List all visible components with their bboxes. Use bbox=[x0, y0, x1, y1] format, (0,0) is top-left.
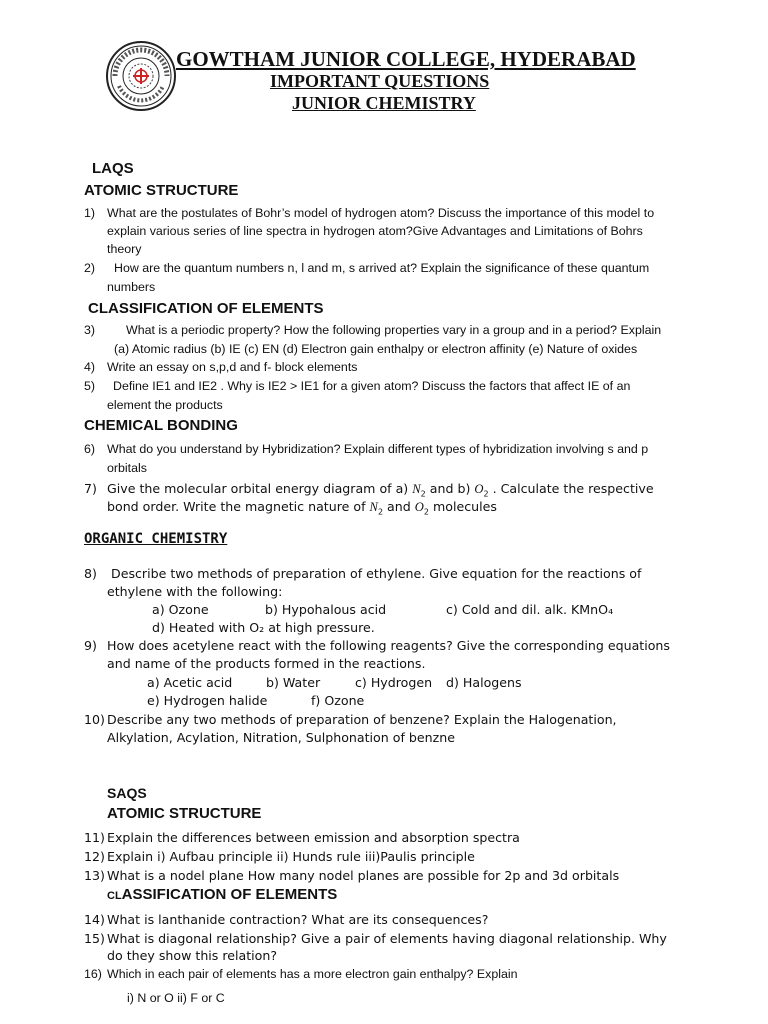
saqs-label: SAQS bbox=[107, 785, 147, 801]
college-seal-logo bbox=[105, 40, 177, 112]
section-atomic-structure: ATOMIC STRUCTURE bbox=[84, 182, 239, 199]
college-title: GOWTHAM JUNIOR COLLEGE, HYDERABAD bbox=[176, 47, 636, 71]
section-chemical-bonding: CHEMICAL BONDING bbox=[84, 417, 238, 434]
section-saqs-classification: CLASSIFICATION OF ELEMENTS bbox=[107, 886, 338, 903]
section-organic-chemistry: ORGANIC CHEMISTRY bbox=[84, 531, 228, 547]
doc-subtitle-important: IMPORTANT QUESTIONS bbox=[270, 71, 490, 91]
laqs-label: LAQS bbox=[92, 160, 134, 177]
section-saqs-atomic-structure: ATOMIC STRUCTURE bbox=[107, 805, 262, 822]
doc-subtitle-junior-chem: JUNIOR CHEMISTRY bbox=[292, 93, 476, 113]
section-classification: CLASSIFICATION OF ELEMENTS bbox=[88, 300, 324, 317]
